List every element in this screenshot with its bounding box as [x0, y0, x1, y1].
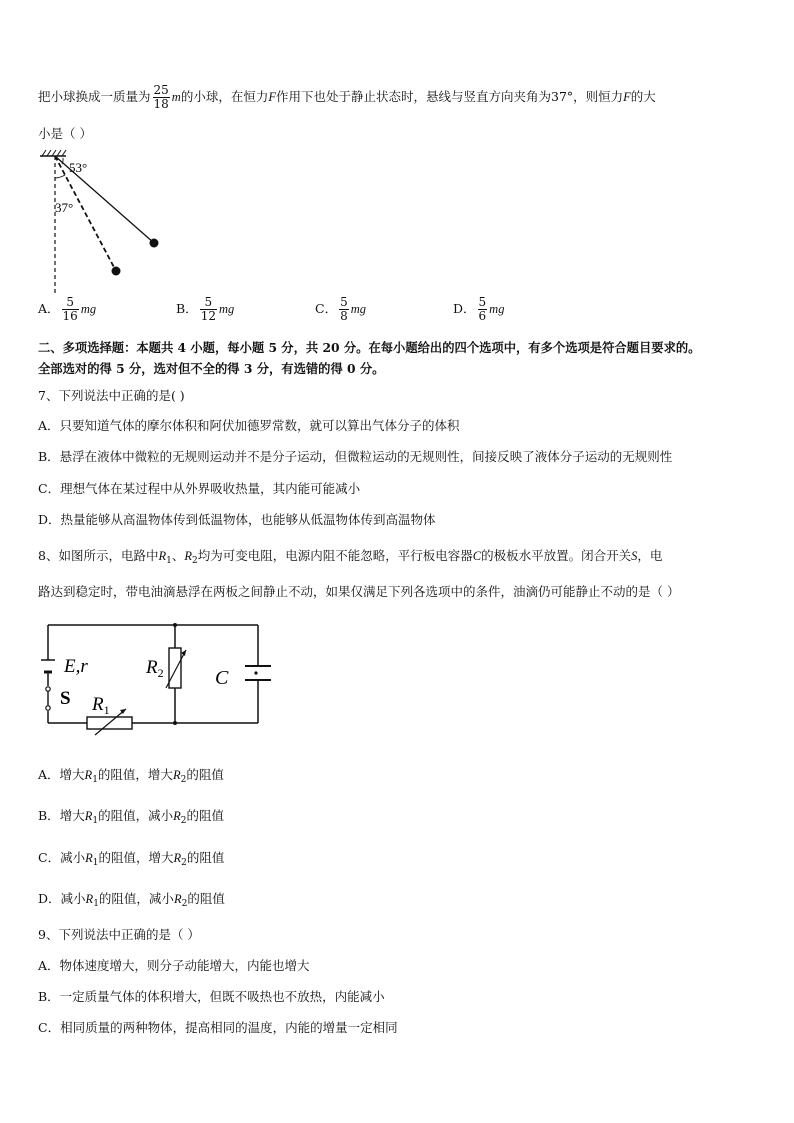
switch-contact-bottom	[46, 706, 50, 710]
angle-arc-37	[55, 175, 65, 178]
q8-option-c[interactable]: C．减小$R_1$的阻值，增大$R_2$的阻值	[38, 850, 225, 868]
q6-option-a[interactable]: A． $\frac{5}{16}$ mg	[38, 295, 97, 323]
q8-stem-line2: 路达到稳定时，带电油滴悬浮在两板之间静止不动，如果仅满足下列各选项中的条件，油滴仍可能静止不动的是（ ）	[38, 584, 680, 599]
q6-mass-fraction: $\frac{25}{18}$	[153, 83, 169, 111]
q8-option-a[interactable]: A．增大$R_1$的阻值，增大$R_2$的阻值	[38, 767, 224, 785]
q6-option-c[interactable]: C． $\frac{5}{8}$ mg	[315, 295, 366, 323]
q9-option-c[interactable]: C．相同质量的两种物体，提高相同的温度，内能的增量一定相同	[38, 1020, 398, 1035]
q8-stem-line1: 8、如图所示，电路中$R_1$、$R_2$均为可变电阻，电源内阻不能忽略，平行板电容器C的极板水平放置。闭合开关S，电	[38, 548, 663, 566]
r2-resistor	[169, 648, 181, 688]
section2-instructions-line2: 全部选对的得 5 分，选对但不全的得 3 分，有选错的得 0 分。	[38, 361, 385, 376]
section2-instructions-line1: 二、多项选择题：本题共 4 小题，每小题 5 分，共 20 分。在每小题给出的四个选项中，有多个选项是符合题目要求的。	[38, 340, 701, 355]
circuit-diagram	[40, 618, 280, 742]
q7-option-b[interactable]: B．悬浮在液体中微粒的无规则运动并不是分子运动，但微粒运动的无规则性，间接反映了液体分子运动的无规则性	[38, 449, 673, 464]
q7-option-a[interactable]: A．只要知道气体的摩尔体积和阿伏加德罗常数，就可以算出气体分子的体积	[38, 418, 460, 433]
junction-top	[173, 623, 177, 627]
switch-contact-top	[46, 687, 50, 691]
junction-bottom	[173, 721, 177, 725]
q8-option-b[interactable]: B．增大$R_1$的阻值，减小$R_2$的阻值	[38, 808, 224, 826]
q6-stem-line1: 把小球换成一质量为 $\frac{25}{18}$ m的小球，在恒力F作用下也处于静止状态时，悬线与竖直方向夹角为37°，则恒力F的大	[38, 83, 656, 111]
label-c: C	[215, 667, 229, 689]
q6-option-d[interactable]: D． $\frac{5}{6}$ mg	[453, 295, 505, 323]
q6-option-b[interactable]: B． $\frac{5}{12}$ mg	[176, 295, 235, 323]
q7-option-c[interactable]: C．理想气体在某过程中从外界吸收热量，其内能可能减小	[38, 481, 361, 496]
label-r2: $R_2$	[146, 657, 164, 680]
angle-label-37: 37°	[55, 200, 74, 215]
q9-option-a[interactable]: A．物体速度增大，则分子动能增大，内能也增大	[38, 958, 310, 973]
q7-option-d[interactable]: D．热量能够从高温物体传到低温物体，也能够从低温物体传到高温物体	[38, 512, 436, 527]
angle-label-53: 53°	[69, 160, 88, 175]
q9-stem: 9、下列说法中正确的是（ ）	[38, 927, 200, 942]
label-er: E,r	[64, 656, 88, 677]
pendulum-figure	[38, 148, 168, 298]
q7-stem: 7、下列说法中正确的是( )	[38, 388, 185, 403]
q6-stem-line2: 小是（ ）	[38, 126, 92, 141]
q9-option-b[interactable]: B．一定质量气体的体积增大，但既不吸热也不放热，内能减小	[38, 989, 385, 1004]
oil-droplet	[254, 671, 257, 674]
ball-new	[150, 239, 159, 248]
label-s: S	[60, 688, 71, 709]
ball-original	[112, 267, 121, 276]
label-r1: $R_1$	[92, 694, 110, 717]
ceiling-hatch	[40, 150, 66, 156]
q8-option-d[interactable]: D．减小$R_1$的阻值，减小$R_2$的阻值	[38, 891, 225, 909]
